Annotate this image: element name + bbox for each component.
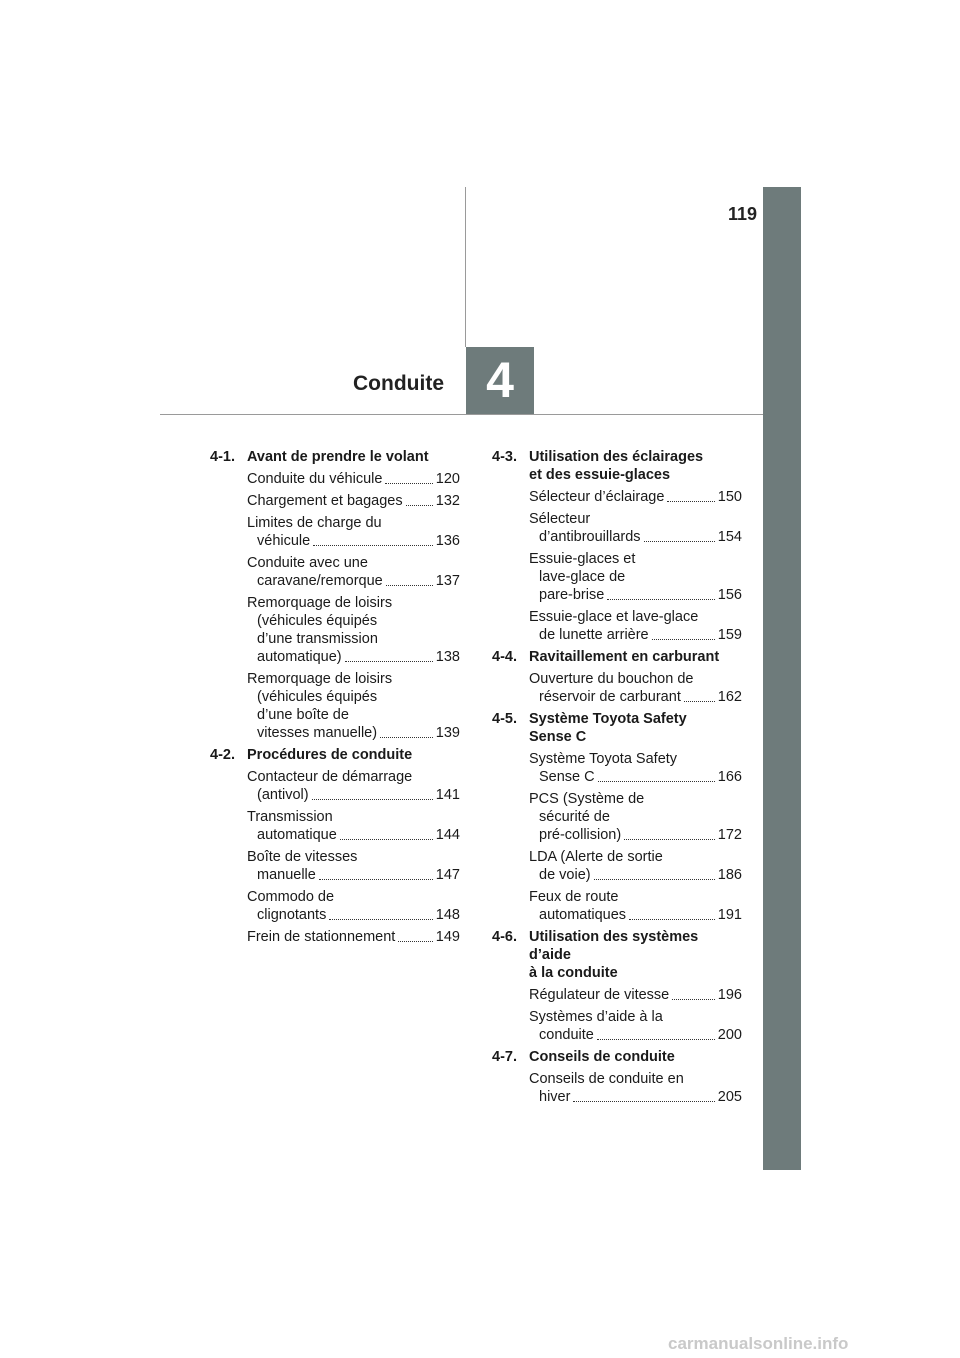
toc-section — [492, 1048, 742, 1106]
entry-page-number: 162 — [717, 689, 742, 705]
entry-page-number: 132 — [435, 493, 460, 509]
entry-page-number: 200 — [717, 1027, 742, 1043]
entry-title: pré-collision) — [539, 827, 622, 843]
toc-entry[interactable] — [247, 514, 460, 550]
entry-title: Chargement et bagages — [247, 493, 403, 509]
entry-page-number: 191 — [717, 907, 742, 923]
dot-leader — [345, 661, 433, 662]
dot-leader — [644, 541, 715, 542]
entry-title: de voie) — [539, 867, 591, 883]
entry-page-number: 141 — [435, 787, 460, 803]
entry-title: hiver — [539, 1089, 571, 1105]
dot-leader — [684, 701, 715, 702]
entry-title-lead: LDA (Alerte de sortie — [529, 849, 663, 865]
entry-line — [529, 528, 742, 546]
toc-entry[interactable] — [529, 848, 742, 884]
section-number: 4-4. — [492, 649, 517, 665]
entry-line — [529, 866, 742, 884]
dot-leader — [398, 941, 432, 942]
entry-title-lead: Commodo de — [247, 889, 335, 905]
toc-left-column — [210, 448, 460, 950]
entry-line — [529, 1088, 742, 1106]
toc-entry[interactable] — [247, 670, 460, 742]
dot-leader — [313, 545, 433, 546]
entry-page-number: 172 — [717, 827, 742, 843]
entry-title-lead: Ouverture du bouchon de — [529, 671, 694, 687]
toc-entry[interactable] — [247, 808, 460, 844]
entry-line — [247, 648, 460, 666]
entry-title-lead: Remorquage de loisirs (véhicules équipés d’une boîte de — [247, 671, 393, 723]
dot-leader — [607, 599, 715, 600]
entry-line — [247, 928, 460, 946]
toc-entry[interactable] — [529, 550, 742, 604]
section-title: Système Toyota Safety Sense C — [529, 711, 687, 745]
entry-title: vitesses manuelle) — [257, 725, 378, 741]
entry-title-lead: Essuie-glaces et lave-glace de — [529, 551, 636, 585]
entry-page-number: 139 — [435, 725, 460, 741]
dot-leader — [624, 839, 715, 840]
entry-title: Conduite du véhicule — [247, 471, 383, 487]
entry-page-number: 205 — [717, 1089, 742, 1105]
entry-title-lead: Système Toyota Safety — [529, 751, 678, 767]
entry-page-number: 136 — [435, 533, 460, 549]
toc-right-column — [492, 448, 742, 1110]
entry-line — [247, 866, 460, 884]
section-title: Utilisation des éclairages et des essuie-glaces — [529, 449, 704, 483]
entry-page-number: 150 — [717, 489, 742, 505]
chapter-title: Conduite — [353, 372, 444, 395]
toc-entry[interactable] — [529, 608, 742, 644]
entry-line — [529, 826, 742, 844]
entry-line — [247, 532, 460, 550]
dot-leader — [380, 737, 433, 738]
dot-leader — [329, 919, 432, 920]
entry-title-lead: Sélecteur — [529, 511, 591, 527]
entry-title: clignotants — [257, 907, 327, 923]
toc-entry[interactable] — [529, 986, 742, 1004]
entry-page-number: 137 — [435, 573, 460, 589]
entry-line — [529, 986, 742, 1004]
entry-page-number: 186 — [717, 867, 742, 883]
entry-title: pare-brise — [539, 587, 605, 603]
toc-section — [492, 710, 742, 924]
dot-leader — [406, 505, 433, 506]
entry-page-number: 156 — [717, 587, 742, 603]
entry-title-lead: Transmission — [247, 809, 333, 825]
header-horizontal-rule — [160, 414, 763, 415]
entry-line — [247, 492, 460, 510]
entry-line — [247, 906, 460, 924]
toc-entry[interactable] — [247, 492, 460, 510]
entry-title: véhicule — [257, 533, 311, 549]
entry-title-lead: Conduite avec une — [247, 555, 368, 571]
entry-page-number: 120 — [435, 471, 460, 487]
toc-entry[interactable] — [529, 790, 742, 844]
toc-entry[interactable] — [529, 1070, 742, 1106]
footer-watermark: carmanualsonline.info — [668, 1334, 849, 1353]
dot-leader — [319, 879, 433, 880]
entry-title: de lunette arrière — [539, 627, 649, 643]
entry-page-number: 196 — [717, 987, 742, 1003]
entry-title-lead: Remorquage de loisirs (véhicules équipés d’une transmission — [247, 595, 393, 647]
section-title: Conseils de conduite — [529, 1049, 675, 1065]
entry-title-lead: Boîte de vitesses — [247, 849, 358, 865]
entry-line — [529, 626, 742, 644]
dot-leader — [340, 839, 433, 840]
entry-line — [247, 826, 460, 844]
section-title: Ravitaillement en carburant — [529, 649, 720, 665]
entry-title: caravane/remorque — [257, 573, 383, 589]
entry-page-number: 138 — [435, 649, 460, 665]
toc-entry[interactable] — [247, 928, 460, 946]
entry-title-lead: PCS (Système de sécurité de — [529, 791, 645, 825]
toc-entry[interactable] — [529, 1008, 742, 1044]
entry-line — [529, 768, 742, 786]
toc-entry[interactable] — [247, 594, 460, 666]
toc-section — [492, 448, 742, 644]
entry-line — [247, 724, 460, 742]
entry-line — [529, 688, 742, 706]
entry-page-number: 154 — [717, 529, 742, 545]
header-vertical-rule — [465, 187, 466, 347]
entry-title: automatique) — [257, 649, 342, 665]
section-title: Utilisation des systèmes d’aide à la conduite — [529, 929, 699, 981]
toc-section — [492, 648, 742, 706]
entry-line — [247, 572, 460, 590]
entry-title: conduite — [539, 1027, 594, 1043]
toc-entry[interactable] — [247, 768, 460, 804]
entry-title-lead: Contacteur de démarrage — [247, 769, 413, 785]
toc-entry[interactable] — [529, 488, 742, 506]
dot-leader — [672, 999, 715, 1000]
section-number: 4-5. — [492, 711, 517, 727]
toc-section — [492, 928, 742, 1044]
dot-leader — [667, 501, 714, 502]
section-number: 4-1. — [210, 449, 235, 465]
dot-leader — [312, 799, 433, 800]
entry-line — [529, 488, 742, 506]
section-number: 4-2. — [210, 747, 235, 763]
entry-page-number: 148 — [435, 907, 460, 923]
entry-page-number: 147 — [435, 867, 460, 883]
dot-leader — [573, 1101, 714, 1102]
chapter-side-tab — [763, 187, 801, 1170]
entry-title: manuelle — [257, 867, 316, 883]
toc-entry[interactable] — [529, 888, 742, 924]
dot-leader — [629, 919, 715, 920]
entry-title-lead: Essuie-glace et lave-glace — [529, 609, 699, 625]
entry-title: (antivol) — [257, 787, 309, 803]
page-number: 119 — [727, 204, 757, 224]
entry-line — [529, 906, 742, 924]
section-number: 4-6. — [492, 929, 517, 945]
dot-leader — [385, 483, 432, 484]
entry-title: automatique — [257, 827, 337, 843]
entry-page-number: 144 — [435, 827, 460, 843]
entry-title: Sélecteur d’éclairage — [529, 489, 665, 505]
toc-entry[interactable] — [247, 888, 460, 924]
entry-page-number: 166 — [717, 769, 742, 785]
entry-title: automatiques — [539, 907, 627, 923]
dot-leader — [594, 879, 715, 880]
entry-title-lead: Conseils de conduite en — [529, 1071, 684, 1087]
section-title: Procédures de conduite — [247, 747, 413, 763]
toc-entry[interactable] — [529, 750, 742, 786]
section-number: 4-3. — [492, 449, 517, 465]
chapter-number-box: 4 — [466, 347, 534, 414]
entry-title: d’antibrouillards — [539, 529, 641, 545]
dot-leader — [386, 585, 433, 586]
toc-entry[interactable] — [529, 670, 742, 706]
section-title: Avant de prendre le volant — [247, 449, 429, 465]
toc-section — [210, 746, 460, 946]
entry-line — [529, 1026, 742, 1044]
entry-title-lead: Feux de route — [529, 889, 619, 905]
entry-title-lead: Limites de charge du — [247, 515, 382, 531]
dot-leader — [598, 781, 715, 782]
toc-section — [210, 448, 460, 742]
entry-line — [529, 586, 742, 604]
entry-title: Régulateur de vitesse — [529, 987, 670, 1003]
entry-line — [247, 470, 460, 488]
entry-title: Sense C — [539, 769, 595, 785]
entry-line — [247, 786, 460, 804]
toc-entry[interactable] — [247, 848, 460, 884]
dot-leader — [652, 639, 715, 640]
entry-title: Frein de stationnement — [247, 929, 396, 945]
toc-entry[interactable] — [247, 554, 460, 590]
dot-leader — [597, 1039, 715, 1040]
entry-page-number: 159 — [717, 627, 742, 643]
toc-entry[interactable] — [247, 470, 460, 488]
entry-title: réservoir de carburant — [539, 689, 681, 705]
toc-entry[interactable] — [529, 510, 742, 546]
section-number: 4-7. — [492, 1049, 517, 1065]
entry-page-number: 149 — [435, 929, 460, 945]
entry-title-lead: Systèmes d’aide à la — [529, 1009, 663, 1025]
